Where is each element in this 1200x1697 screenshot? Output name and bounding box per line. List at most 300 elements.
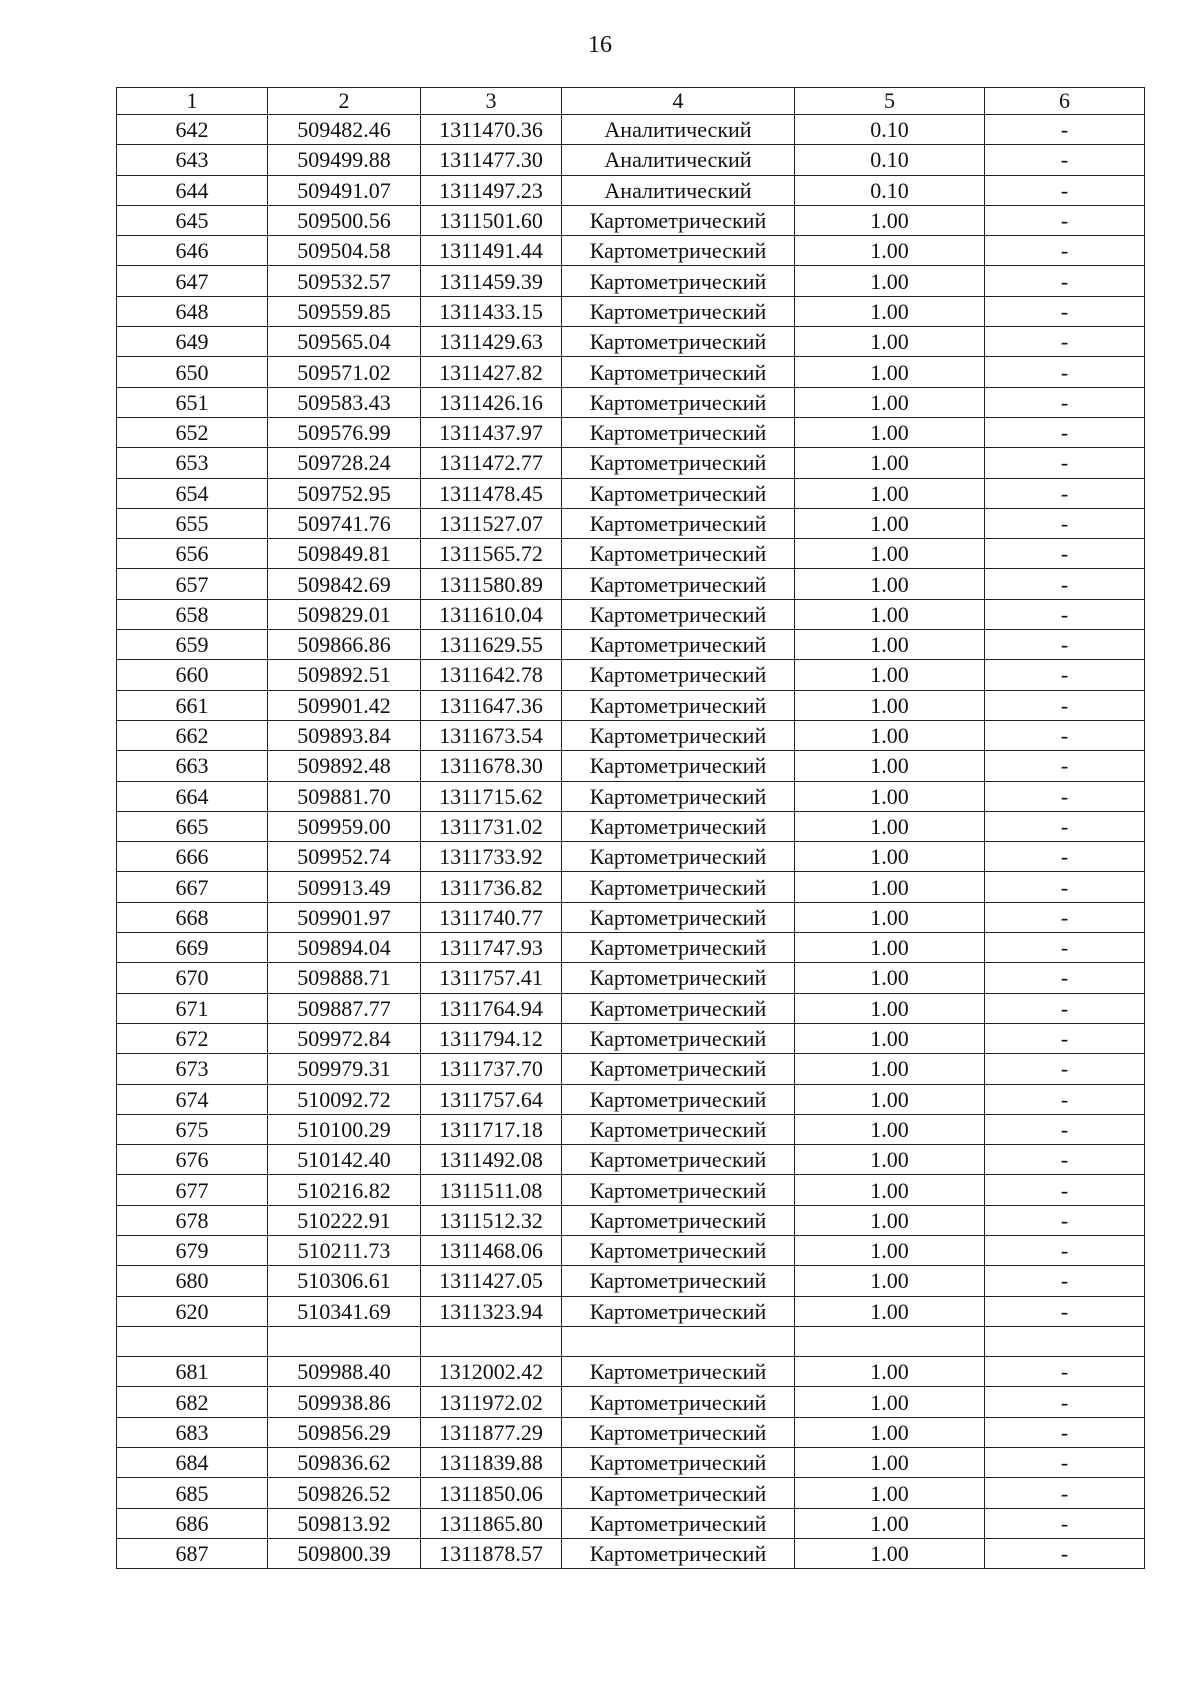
point-number-cell: 667 (117, 872, 268, 902)
accuracy-cell: 1.00 (795, 448, 985, 478)
accuracy-cell: 1.00 (795, 1448, 985, 1478)
description-cell: - (985, 630, 1145, 660)
accuracy-cell: 1.00 (795, 205, 985, 235)
method-cell: Картометрический (562, 1084, 795, 1114)
accuracy-cell: 1.00 (795, 357, 985, 387)
point-number-cell: 660 (117, 660, 268, 690)
y-coordinate-cell: 1311323.94 (421, 1296, 562, 1326)
point-number-cell: 684 (117, 1448, 268, 1478)
accuracy-cell: 1.00 (795, 1357, 985, 1387)
y-coordinate-cell: 1311972.02 (421, 1387, 562, 1417)
method-cell: Картометрический (562, 1478, 795, 1508)
y-coordinate-cell: 1311747.93 (421, 933, 562, 963)
accuracy-cell: 0.10 (795, 145, 985, 175)
description-cell: - (985, 417, 1145, 447)
x-coordinate-cell: 509752.95 (268, 478, 421, 508)
method-cell: Картометрический (562, 872, 795, 902)
table-row (117, 963, 1145, 993)
y-coordinate-cell: 1311865.80 (421, 1508, 562, 1538)
method-cell: Картометрический (562, 1145, 795, 1175)
accuracy-cell: 1.00 (795, 963, 985, 993)
description-cell: - (985, 357, 1145, 387)
accuracy-cell: 1.00 (795, 720, 985, 750)
point-number-cell: 648 (117, 296, 268, 326)
point-number-cell: 653 (117, 448, 268, 478)
description-cell: - (985, 1114, 1145, 1144)
point-number-cell: 659 (117, 630, 268, 660)
table-row (117, 1357, 1145, 1387)
method-cell: Картометрический (562, 1357, 795, 1387)
method-cell: Картометрический (562, 387, 795, 417)
table-row (117, 630, 1145, 660)
table-row (117, 1084, 1145, 1114)
y-coordinate-cell: 1311610.04 (421, 599, 562, 629)
method-cell: Картометрический (562, 751, 795, 781)
point-number-cell (117, 1326, 268, 1356)
table-row (117, 387, 1145, 417)
method-cell: Картометрический (562, 902, 795, 932)
table-row (117, 993, 1145, 1023)
accuracy-cell: 1.00 (795, 266, 985, 296)
accuracy-cell: 1.00 (795, 842, 985, 872)
table-row (117, 1145, 1145, 1175)
point-number-cell: 677 (117, 1175, 268, 1205)
method-cell: Картометрический (562, 1205, 795, 1235)
x-coordinate-cell: 509972.84 (268, 1023, 421, 1053)
y-coordinate-cell: 1311740.77 (421, 902, 562, 932)
table-row (117, 1387, 1145, 1417)
method-cell: Картометрический (562, 1417, 795, 1447)
column-number-cell: 5 (795, 88, 985, 115)
y-coordinate-cell: 1311491.44 (421, 236, 562, 266)
description-cell: - (985, 1357, 1145, 1387)
point-number-cell: 674 (117, 1084, 268, 1114)
point-number-cell: 682 (117, 1387, 268, 1417)
table-row (117, 539, 1145, 569)
x-coordinate-cell: 510211.73 (268, 1235, 421, 1265)
point-number-cell: 654 (117, 478, 268, 508)
accuracy-cell: 1.00 (795, 660, 985, 690)
x-coordinate-cell: 509894.04 (268, 933, 421, 963)
accuracy-cell (795, 1326, 985, 1356)
accuracy-cell: 1.00 (795, 781, 985, 811)
x-coordinate-cell: 510142.40 (268, 1145, 421, 1175)
description-cell: - (985, 842, 1145, 872)
y-coordinate-cell: 1311459.39 (421, 266, 562, 296)
x-coordinate-cell: 509836.62 (268, 1448, 421, 1478)
x-coordinate-cell: 509532.57 (268, 266, 421, 296)
table-row (117, 1235, 1145, 1265)
y-coordinate-cell: 1311715.62 (421, 781, 562, 811)
y-coordinate-cell: 1311647.36 (421, 690, 562, 720)
accuracy-cell: 1.00 (795, 690, 985, 720)
y-coordinate-cell: 1311433.15 (421, 296, 562, 326)
table-row (117, 508, 1145, 538)
method-cell: Картометрический (562, 236, 795, 266)
method-cell: Картометрический (562, 690, 795, 720)
x-coordinate-cell: 509491.07 (268, 175, 421, 205)
x-coordinate-cell: 509892.48 (268, 751, 421, 781)
x-coordinate-cell: 510092.72 (268, 1084, 421, 1114)
x-coordinate-cell: 509893.84 (268, 720, 421, 750)
description-cell: - (985, 690, 1145, 720)
method-cell: Картометрический (562, 296, 795, 326)
accuracy-cell: 1.00 (795, 993, 985, 1023)
method-cell: Картометрический (562, 1387, 795, 1417)
column-number-cell: 2 (268, 88, 421, 115)
point-number-cell: 675 (117, 1114, 268, 1144)
x-coordinate-cell: 509901.42 (268, 690, 421, 720)
point-number-cell: 650 (117, 357, 268, 387)
y-coordinate-cell: 1311501.60 (421, 205, 562, 235)
description-cell: - (985, 1266, 1145, 1296)
y-coordinate-cell: 1311794.12 (421, 1023, 562, 1053)
x-coordinate-cell: 510100.29 (268, 1114, 421, 1144)
point-number-cell: 662 (117, 720, 268, 750)
point-number-cell: 673 (117, 1054, 268, 1084)
description-cell: - (985, 1448, 1145, 1478)
table-row (117, 1326, 1145, 1356)
y-coordinate-cell: 1311839.88 (421, 1448, 562, 1478)
x-coordinate-cell: 509938.86 (268, 1387, 421, 1417)
description-cell: - (985, 1084, 1145, 1114)
point-number-cell: 666 (117, 842, 268, 872)
description-cell: - (985, 1538, 1145, 1568)
column-number-cell: 6 (985, 88, 1145, 115)
point-number-cell: 643 (117, 145, 268, 175)
x-coordinate-cell (268, 1326, 421, 1356)
accuracy-cell: 1.00 (795, 1023, 985, 1053)
accuracy-cell: 1.00 (795, 508, 985, 538)
method-cell: Картометрический (562, 1448, 795, 1478)
method-cell: Картометрический (562, 539, 795, 569)
y-coordinate-cell: 1311764.94 (421, 993, 562, 1023)
method-cell: Картометрический (562, 630, 795, 660)
accuracy-cell: 1.00 (795, 569, 985, 599)
description-cell: - (985, 902, 1145, 932)
table-row (117, 236, 1145, 266)
table-row (117, 690, 1145, 720)
accuracy-cell: 1.00 (795, 1054, 985, 1084)
column-number-cell: 3 (421, 88, 562, 115)
accuracy-cell: 1.00 (795, 387, 985, 417)
accuracy-cell: 1.00 (795, 478, 985, 508)
method-cell: Картометрический (562, 478, 795, 508)
y-coordinate-cell: 1311497.23 (421, 175, 562, 205)
y-coordinate-cell: 1311731.02 (421, 811, 562, 841)
point-number-cell: 645 (117, 205, 268, 235)
table-row (117, 1266, 1145, 1296)
accuracy-cell: 1.00 (795, 811, 985, 841)
x-coordinate-cell: 509979.31 (268, 1054, 421, 1084)
point-number-cell: 663 (117, 751, 268, 781)
y-coordinate-cell: 1311512.32 (421, 1205, 562, 1235)
method-cell: Аналитический (562, 145, 795, 175)
y-coordinate-cell: 1311757.41 (421, 963, 562, 993)
description-cell: - (985, 1205, 1145, 1235)
accuracy-cell: 1.00 (795, 1205, 985, 1235)
point-number-cell: 685 (117, 1478, 268, 1508)
point-number-cell: 652 (117, 417, 268, 447)
table-row (117, 296, 1145, 326)
coordinates-table (116, 87, 1145, 1569)
x-coordinate-cell: 510341.69 (268, 1296, 421, 1326)
point-number-cell: 680 (117, 1266, 268, 1296)
y-coordinate-cell: 1311426.16 (421, 387, 562, 417)
y-coordinate-cell: 1311429.63 (421, 327, 562, 357)
method-cell: Картометрический (562, 660, 795, 690)
x-coordinate-cell: 509866.86 (268, 630, 421, 660)
x-coordinate-cell: 509741.76 (268, 508, 421, 538)
y-coordinate-cell: 1311427.82 (421, 357, 562, 387)
x-coordinate-cell: 509559.85 (268, 296, 421, 326)
method-cell: Картометрический (562, 993, 795, 1023)
column-number-row (117, 88, 1145, 115)
table-row (117, 417, 1145, 447)
y-coordinate-cell: 1311629.55 (421, 630, 562, 660)
method-cell: Картометрический (562, 569, 795, 599)
table-row (117, 1114, 1145, 1144)
table-row (117, 842, 1145, 872)
accuracy-cell: 1.00 (795, 1114, 985, 1144)
x-coordinate-cell: 509576.99 (268, 417, 421, 447)
description-cell: - (985, 1478, 1145, 1508)
point-number-cell: 658 (117, 599, 268, 629)
description-cell: - (985, 1175, 1145, 1205)
point-number-cell: 657 (117, 569, 268, 599)
accuracy-cell: 1.00 (795, 1538, 985, 1568)
method-cell: Аналитический (562, 115, 795, 145)
method-cell: Картометрический (562, 1266, 795, 1296)
y-coordinate-cell: 1311878.57 (421, 1538, 562, 1568)
table-row (117, 1448, 1145, 1478)
x-coordinate-cell: 509887.77 (268, 993, 421, 1023)
point-number-cell: 649 (117, 327, 268, 357)
point-number-cell: 669 (117, 933, 268, 963)
accuracy-cell: 1.00 (795, 1235, 985, 1265)
point-number-cell: 671 (117, 993, 268, 1023)
point-number-cell: 646 (117, 236, 268, 266)
accuracy-cell: 1.00 (795, 599, 985, 629)
y-coordinate-cell: 1312002.42 (421, 1357, 562, 1387)
x-coordinate-cell: 509901.97 (268, 902, 421, 932)
accuracy-cell: 1.00 (795, 296, 985, 326)
table-row (117, 1023, 1145, 1053)
description-cell (985, 1326, 1145, 1356)
y-coordinate-cell: 1311427.05 (421, 1266, 562, 1296)
table-row (117, 751, 1145, 781)
description-cell: - (985, 115, 1145, 145)
y-coordinate-cell: 1311850.06 (421, 1478, 562, 1508)
table-row (117, 811, 1145, 841)
description-cell: - (985, 1417, 1145, 1447)
table-row (117, 205, 1145, 235)
y-coordinate-cell: 1311736.82 (421, 872, 562, 902)
method-cell: Картометрический (562, 1054, 795, 1084)
method-cell: Картометрический (562, 1235, 795, 1265)
point-number-cell: 620 (117, 1296, 268, 1326)
y-coordinate-cell: 1311678.30 (421, 751, 562, 781)
accuracy-cell: 1.00 (795, 1145, 985, 1175)
column-number-cell: 4 (562, 88, 795, 115)
table-row (117, 599, 1145, 629)
point-number-cell: 678 (117, 1205, 268, 1235)
x-coordinate-cell: 509571.02 (268, 357, 421, 387)
method-cell: Картометрический (562, 781, 795, 811)
point-number-cell: 647 (117, 266, 268, 296)
accuracy-cell: 1.00 (795, 630, 985, 660)
point-number-cell: 681 (117, 1357, 268, 1387)
x-coordinate-cell: 509504.58 (268, 236, 421, 266)
x-coordinate-cell: 509849.81 (268, 539, 421, 569)
accuracy-cell: 1.00 (795, 872, 985, 902)
description-cell: - (985, 478, 1145, 508)
point-number-cell: 655 (117, 508, 268, 538)
accuracy-cell: 1.00 (795, 933, 985, 963)
description-cell: - (985, 145, 1145, 175)
method-cell: Картометрический (562, 1114, 795, 1144)
y-coordinate-cell: 1311642.78 (421, 660, 562, 690)
description-cell: - (985, 1235, 1145, 1265)
x-coordinate-cell: 509499.88 (268, 145, 421, 175)
table-row (117, 569, 1145, 599)
description-cell: - (985, 236, 1145, 266)
accuracy-cell: 1.00 (795, 417, 985, 447)
table-row (117, 720, 1145, 750)
method-cell: Картометрический (562, 811, 795, 841)
method-cell: Аналитический (562, 175, 795, 205)
description-cell: - (985, 1387, 1145, 1417)
table-row (117, 1478, 1145, 1508)
description-cell: - (985, 781, 1145, 811)
method-cell: Картометрический (562, 508, 795, 538)
description-cell: - (985, 933, 1145, 963)
method-cell: Картометрический (562, 266, 795, 296)
accuracy-cell: 1.00 (795, 1296, 985, 1326)
x-coordinate-cell: 510222.91 (268, 1205, 421, 1235)
method-cell: Картометрический (562, 1023, 795, 1053)
description-cell: - (985, 751, 1145, 781)
description-cell: - (985, 963, 1145, 993)
x-coordinate-cell: 509892.51 (268, 660, 421, 690)
point-number-cell: 676 (117, 1145, 268, 1175)
accuracy-cell: 1.00 (795, 1266, 985, 1296)
method-cell: Картометрический (562, 1296, 795, 1326)
x-coordinate-cell: 509826.52 (268, 1478, 421, 1508)
description-cell: - (985, 539, 1145, 569)
x-coordinate-cell: 509829.01 (268, 599, 421, 629)
y-coordinate-cell: 1311470.36 (421, 115, 562, 145)
table-row (117, 448, 1145, 478)
method-cell: Картометрический (562, 842, 795, 872)
x-coordinate-cell: 509565.04 (268, 327, 421, 357)
x-coordinate-cell: 509913.49 (268, 872, 421, 902)
y-coordinate-cell: 1311492.08 (421, 1145, 562, 1175)
method-cell: Картометрический (562, 1175, 795, 1205)
column-number-cell: 1 (117, 88, 268, 115)
description-cell: - (985, 266, 1145, 296)
page-number: 16 (588, 32, 612, 58)
point-number-cell: 686 (117, 1508, 268, 1538)
point-number-cell: 644 (117, 175, 268, 205)
point-number-cell: 664 (117, 781, 268, 811)
x-coordinate-cell: 509881.70 (268, 781, 421, 811)
y-coordinate-cell: 1311478.45 (421, 478, 562, 508)
point-number-cell: 661 (117, 690, 268, 720)
accuracy-cell: 1.00 (795, 1508, 985, 1538)
point-number-cell: 670 (117, 963, 268, 993)
method-cell (562, 1326, 795, 1356)
x-coordinate-cell: 510216.82 (268, 1175, 421, 1205)
y-coordinate-cell: 1311477.30 (421, 145, 562, 175)
description-cell: - (985, 1054, 1145, 1084)
table-row (117, 872, 1145, 902)
point-number-cell: 668 (117, 902, 268, 932)
y-coordinate-cell (421, 1326, 562, 1356)
method-cell: Картометрический (562, 599, 795, 629)
description-cell: - (985, 811, 1145, 841)
description-cell: - (985, 720, 1145, 750)
accuracy-cell: 1.00 (795, 1387, 985, 1417)
table-row (117, 781, 1145, 811)
accuracy-cell: 1.00 (795, 236, 985, 266)
table-row (117, 660, 1145, 690)
table-row (117, 478, 1145, 508)
accuracy-cell: 1.00 (795, 751, 985, 781)
method-cell: Картометрический (562, 417, 795, 447)
table-row (117, 1508, 1145, 1538)
x-coordinate-cell: 509728.24 (268, 448, 421, 478)
table-row (117, 145, 1145, 175)
y-coordinate-cell: 1311565.72 (421, 539, 562, 569)
point-number-cell: 672 (117, 1023, 268, 1053)
accuracy-cell: 1.00 (795, 1084, 985, 1114)
table-row (117, 1538, 1145, 1568)
x-coordinate-cell: 509583.43 (268, 387, 421, 417)
point-number-cell: 642 (117, 115, 268, 145)
method-cell: Картометрический (562, 720, 795, 750)
x-coordinate-cell: 509813.92 (268, 1508, 421, 1538)
y-coordinate-cell: 1311468.06 (421, 1235, 562, 1265)
accuracy-cell: 0.10 (795, 115, 985, 145)
y-coordinate-cell: 1311673.54 (421, 720, 562, 750)
description-cell: - (985, 327, 1145, 357)
y-coordinate-cell: 1311733.92 (421, 842, 562, 872)
table-row (117, 902, 1145, 932)
point-number-cell: 651 (117, 387, 268, 417)
table-row (117, 1296, 1145, 1326)
y-coordinate-cell: 1311737.70 (421, 1054, 562, 1084)
y-coordinate-cell: 1311472.77 (421, 448, 562, 478)
table-row (117, 933, 1145, 963)
description-cell: - (985, 1296, 1145, 1326)
table-row (117, 1205, 1145, 1235)
description-cell: - (985, 993, 1145, 1023)
x-coordinate-cell: 509988.40 (268, 1357, 421, 1387)
x-coordinate-cell: 509800.39 (268, 1538, 421, 1568)
description-cell: - (985, 387, 1145, 417)
description-cell: - (985, 1023, 1145, 1053)
x-coordinate-cell: 509888.71 (268, 963, 421, 993)
point-number-cell: 683 (117, 1417, 268, 1447)
description-cell: - (985, 599, 1145, 629)
y-coordinate-cell: 1311437.97 (421, 417, 562, 447)
method-cell: Картометрический (562, 963, 795, 993)
accuracy-cell: 1.00 (795, 539, 985, 569)
description-cell: - (985, 1145, 1145, 1175)
x-coordinate-cell: 509842.69 (268, 569, 421, 599)
point-number-cell: 687 (117, 1538, 268, 1568)
